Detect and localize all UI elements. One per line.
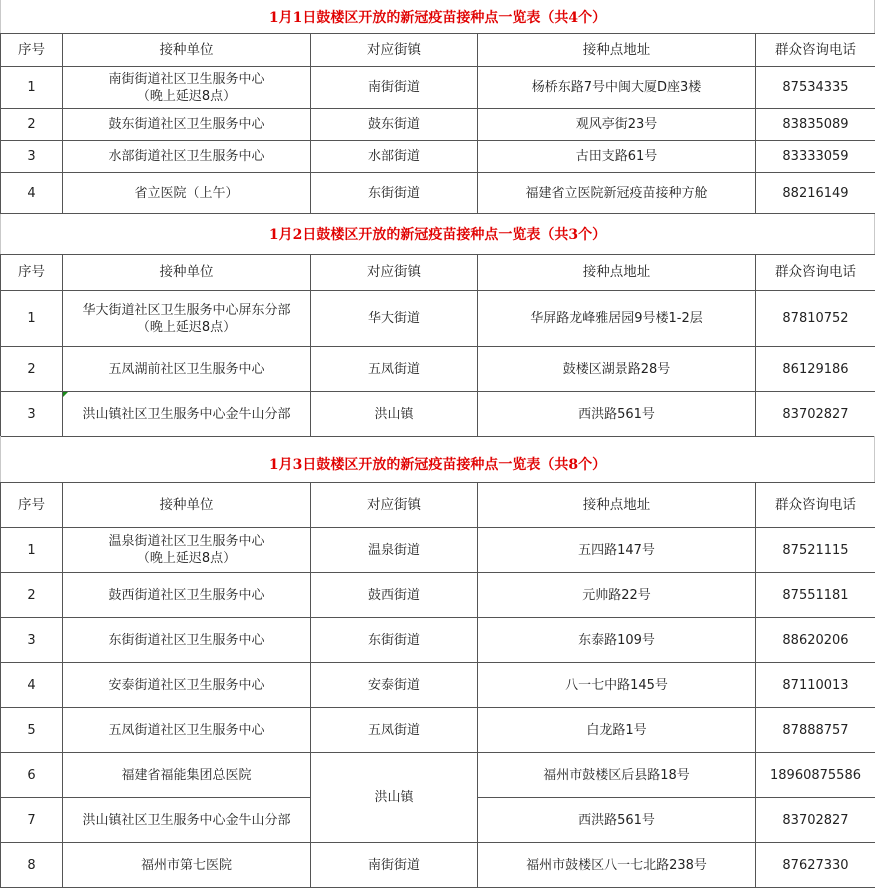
cell-address: 鼓楼区湖景路28号: [478, 347, 756, 392]
cell-address: 五四路147号: [478, 528, 756, 573]
cell-street: 东街街道: [311, 618, 478, 663]
cell-address: 西洪路561号: [478, 798, 756, 843]
cell-unit: 鼓东街道社区卫生服务中心: [63, 109, 311, 141]
cell-unit: 五凤街道社区卫生服务中心: [63, 708, 311, 753]
cell-no: 3: [1, 392, 63, 437]
header-row: [1, 34, 875, 67]
cell-phone: 83702827: [756, 798, 875, 843]
cell-street: 安泰街道: [311, 663, 478, 708]
cell-unit: 鼓西街道社区卫生服务中心: [63, 573, 311, 618]
header-street: 对应街镇: [311, 34, 478, 67]
header-phone: 群众咨询电话: [756, 34, 875, 67]
cell-address: 华屏路龙峰雅居园9号楼1-2层: [478, 291, 756, 347]
cell-no: 2: [1, 573, 63, 618]
cell-address: 白龙路1号: [478, 708, 756, 753]
cell-unit: 安泰街道社区卫生服务中心: [63, 663, 311, 708]
header-no: 序号: [1, 34, 63, 67]
cell-address: 杨桥东路7号中闽大厦D座3楼: [478, 67, 756, 109]
cell-phone: 87110013: [756, 663, 875, 708]
cell-no: 2: [1, 347, 63, 392]
cell-street: 五凤街道: [311, 347, 478, 392]
cell-unit: 福建省福能集团总医院: [63, 753, 311, 798]
section-title: 1月1日鼓楼区开放的新冠疫苗接种点一览表（共4个）: [0, 0, 875, 33]
header-unit: 接种单位: [63, 255, 311, 291]
cell-street: 南街街道: [311, 67, 478, 109]
cell-no: 3: [1, 618, 63, 663]
cell-phone: 83333059: [756, 141, 875, 173]
cell-unit: 南街街道社区卫生服务中心 （晚上延迟8点）: [63, 67, 311, 109]
cell-address: 元帅路22号: [478, 573, 756, 618]
cell-no: 8: [1, 843, 63, 888]
cell-unit: 福州市第七医院: [63, 843, 311, 888]
header-phone: 群众咨询电话: [756, 255, 875, 291]
cell-address: 八一七中路145号: [478, 663, 756, 708]
cell-phone: 87627330: [756, 843, 875, 888]
cell-no: 4: [1, 173, 63, 214]
cell-street: 水部街道: [311, 141, 478, 173]
section-gap: [0, 436, 875, 446]
cell-street: 洪山镇: [311, 392, 478, 437]
table-row: [1, 109, 875, 141]
cell-unit: 五凤湖前社区卫生服务中心: [63, 347, 311, 392]
cell-address: 福州市鼓楼区八一七北路238号: [478, 843, 756, 888]
cell-phone: 87521115: [756, 528, 875, 573]
cell-street: 温泉街道: [311, 528, 478, 573]
cell-address: 东泰路109号: [478, 618, 756, 663]
cell-unit: 华大街道社区卫生服务中心屏东分部 （晚上延迟8点）: [63, 291, 311, 347]
cell-phone: 87534335: [756, 67, 875, 109]
header-row: [1, 255, 875, 291]
schedule-table: [0, 254, 875, 437]
cell-address: 西洪路561号: [478, 392, 756, 437]
table-row: [1, 67, 875, 109]
header-unit: 接种单位: [63, 34, 311, 67]
comment-marker-icon: [63, 392, 68, 397]
cell-no: 3: [1, 141, 63, 173]
header-no: 序号: [1, 483, 63, 528]
cell-no: 1: [1, 67, 63, 109]
cell-phone: 88216149: [756, 173, 875, 214]
cell-street: 五凤街道: [311, 708, 478, 753]
section-title: 1月2日鼓楼区开放的新冠疫苗接种点一览表（共3个）: [0, 214, 875, 254]
cell-unit-text: 洪山镇社区卫生服务中心金牛山分部: [82, 407, 290, 422]
cell-phone: 83702827: [756, 392, 875, 437]
cell-unit: 省立医院（上午）: [63, 173, 311, 214]
table-row: [1, 708, 875, 753]
cell-street: 东街街道: [311, 173, 478, 214]
table-row: [1, 843, 875, 888]
section-title: 1月3日鼓楼区开放的新冠疫苗接种点一览表（共8个）: [0, 446, 875, 482]
table-row: [1, 347, 875, 392]
cell-unit: 东街街道社区卫生服务中心: [63, 618, 311, 663]
cell-phone: 87888757: [756, 708, 875, 753]
cell-street: 南街街道: [311, 843, 478, 888]
cell-phone: 88620206: [756, 618, 875, 663]
cell-phone: 18960875586: [756, 753, 875, 798]
header-row: [1, 483, 875, 528]
table-row: [1, 663, 875, 708]
cell-street: 鼓东街道: [311, 109, 478, 141]
cell-phone: 86129186: [756, 347, 875, 392]
cell-no: 1: [1, 528, 63, 573]
cell-no: 6: [1, 753, 63, 798]
cell-street: 鼓西街道: [311, 573, 478, 618]
schedule-table: [0, 482, 875, 888]
table-row: [1, 573, 875, 618]
cell-phone: 87810752: [756, 291, 875, 347]
cell-address: 观风亭街23号: [478, 109, 756, 141]
cell-unit: [63, 392, 311, 437]
header-phone: 群众咨询电话: [756, 483, 875, 528]
cell-unit: 洪山镇社区卫生服务中心金牛山分部: [63, 798, 311, 843]
header-street: 对应街镇: [311, 255, 478, 291]
table-row: [1, 753, 875, 798]
cell-address: 福建省立医院新冠疫苗接种方舱: [478, 173, 756, 214]
cell-unit: 温泉街道社区卫生服务中心 （晚上延迟8点）: [63, 528, 311, 573]
table-row: [1, 618, 875, 663]
table-row: [1, 173, 875, 214]
cell-no: 4: [1, 663, 63, 708]
header-address: 接种点地址: [478, 483, 756, 528]
header-no: 序号: [1, 255, 63, 291]
cell-no: 7: [1, 798, 63, 843]
header-unit: 接种单位: [63, 483, 311, 528]
table-row: [1, 392, 875, 437]
cell-phone: 87551181: [756, 573, 875, 618]
schedule-table: [0, 33, 875, 214]
cell-unit: 水部街道社区卫生服务中心: [63, 141, 311, 173]
cell-street-merged: 洪山镇: [311, 753, 478, 843]
cell-no: 1: [1, 291, 63, 347]
table-row: [1, 291, 875, 347]
cell-address: 古田支路61号: [478, 141, 756, 173]
cell-phone: 83835089: [756, 109, 875, 141]
cell-no: 2: [1, 109, 63, 141]
table-row: [1, 141, 875, 173]
cell-street: 华大街道: [311, 291, 478, 347]
header-address: 接种点地址: [478, 34, 756, 67]
cell-address: 福州市鼓楼区后县路18号: [478, 753, 756, 798]
header-street: 对应街镇: [311, 483, 478, 528]
header-address: 接种点地址: [478, 255, 756, 291]
table-row: [1, 528, 875, 573]
cell-no: 5: [1, 708, 63, 753]
